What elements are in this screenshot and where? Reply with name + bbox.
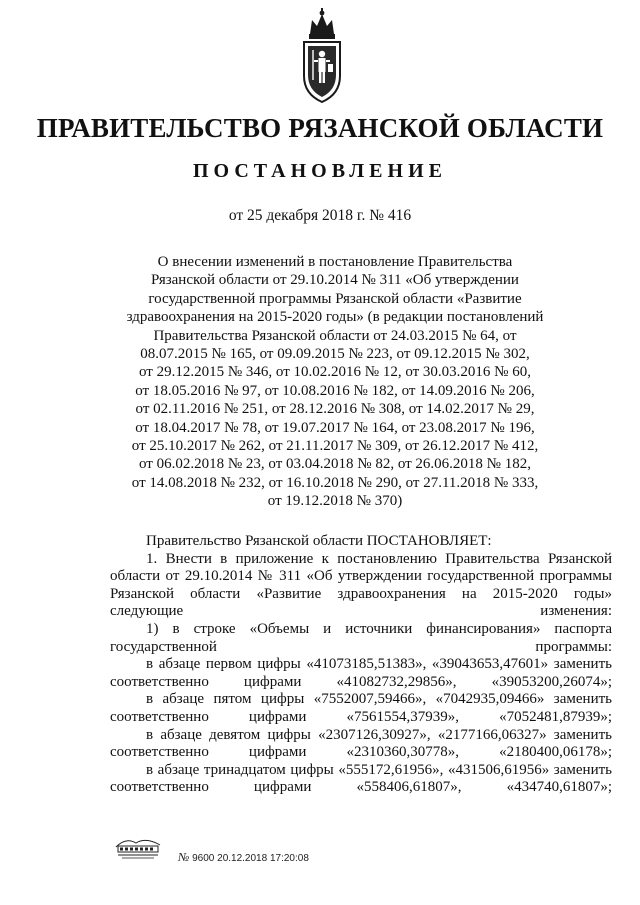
subject-line: 08.07.2015 № 165, от 09.09.2015 № 223, от 09.12.2015 № 302, [140,346,530,363]
subject-line: Рязанской области от 29.10.2014 № 311 «Об утверждении [151,272,519,289]
subject-line: от 14.08.2018 № 232, от 16.10.2018 № 290, от 27.11.2018 № 333, [131,474,539,491]
subject-line: О внесении изменений в постановление Правительства [157,254,513,270]
coat-of-arms-icon [296,8,348,106]
subject-line: от 06.02.2018 № 23, от 03.04.2018 № 82, от 26.06.2018 № 182, [138,456,531,473]
item-1-1: 1) в строке «Объемы и источники финансирования» паспорта государственной программы: [110,620,612,655]
document-system-logo-icon [112,835,164,861]
subject-line: от 18.05.2016 № 97, от 10.08.2016 № 182, от 14.09.2016 № 206, [135,382,535,399]
document-subject [100,253,570,511]
paragraph-ninth-change: в абзаце девятом цифры «2307126,30927», «2177166,06327» заменить соответственно цифрами «2310360,30778», «2180400,06178»; [110,726,612,761]
subject-line: здравоохранения на 2015-2020 годы» (в редакции постановлений [126,309,544,326]
paragraph-thirteenth-change: в абзаце тринадцатом цифры «555172,61956», «431506,61956» заменить соответственно цифрами «558406,61807», «434740,61807»; [110,761,612,796]
number-mark: № [178,850,190,864]
subject-line: от 02.11.2016 № 251, от 28.12.2016 № 308, от 14.02.2017 № 29, [135,401,535,418]
subject-line: государственной программы Рязанской области «Развитие [148,290,522,307]
subject-line: от 29.12.2015 № 346, от 10.02.2016 № 12, от 30.03.2016 № 60, [138,364,531,381]
preamble: Правительство Рязанской области ПОСТАНОВЛЯЕТ: [146,533,492,549]
paragraph-fifth-change: в абзаце пятом цифры «7552007,59466», «7042935,09466» заменить соответственно цифрами «7561554,37939», «7052481,87939»; [110,691,612,725]
registration-stamp [178,850,309,865]
item-1: 1. Внести в приложение к постановлению Правительства Рязанской области от 29.10.2014 № 311 «Об утверждении государственной программы Рязанской области «Развитие здравоохранения на 2015-2020 годы» следующие изменения: [110,550,612,620]
document-body [110,533,612,797]
subject-line: от 25.10.2017 № 262, от 21.11.2017 № 309, от 26.12.2017 № 412, [131,438,539,455]
paragraph-first-change: в абзаце первом цифры «41073185,51383», «39043653,47601» заменить соответственно цифрами «41082732,29856», «39053200,26074»; [110,656,612,690]
registration-number-datetime: 9600 20.12.2018 17:20:08 [192,853,309,864]
document-type: ПОСТАНОВЛЕНИЕ [193,160,447,182]
subject-line: от 18.04.2017 № 78, от 19.07.2017 № 164, от 23.08.2017 № 196, [135,419,535,436]
government-title: ПРАВИТЕЛЬСТВО РЯЗАНСКОЙ ОБЛАСТИ [36,113,604,143]
document-date-number: от 25 декабря 2018 г. № 416 [228,207,412,224]
subject-line: Правительства Рязанской области от 24.03.2015 № 64, от [153,327,517,344]
subject-line: от 19.12.2018 № 370) [267,493,403,510]
